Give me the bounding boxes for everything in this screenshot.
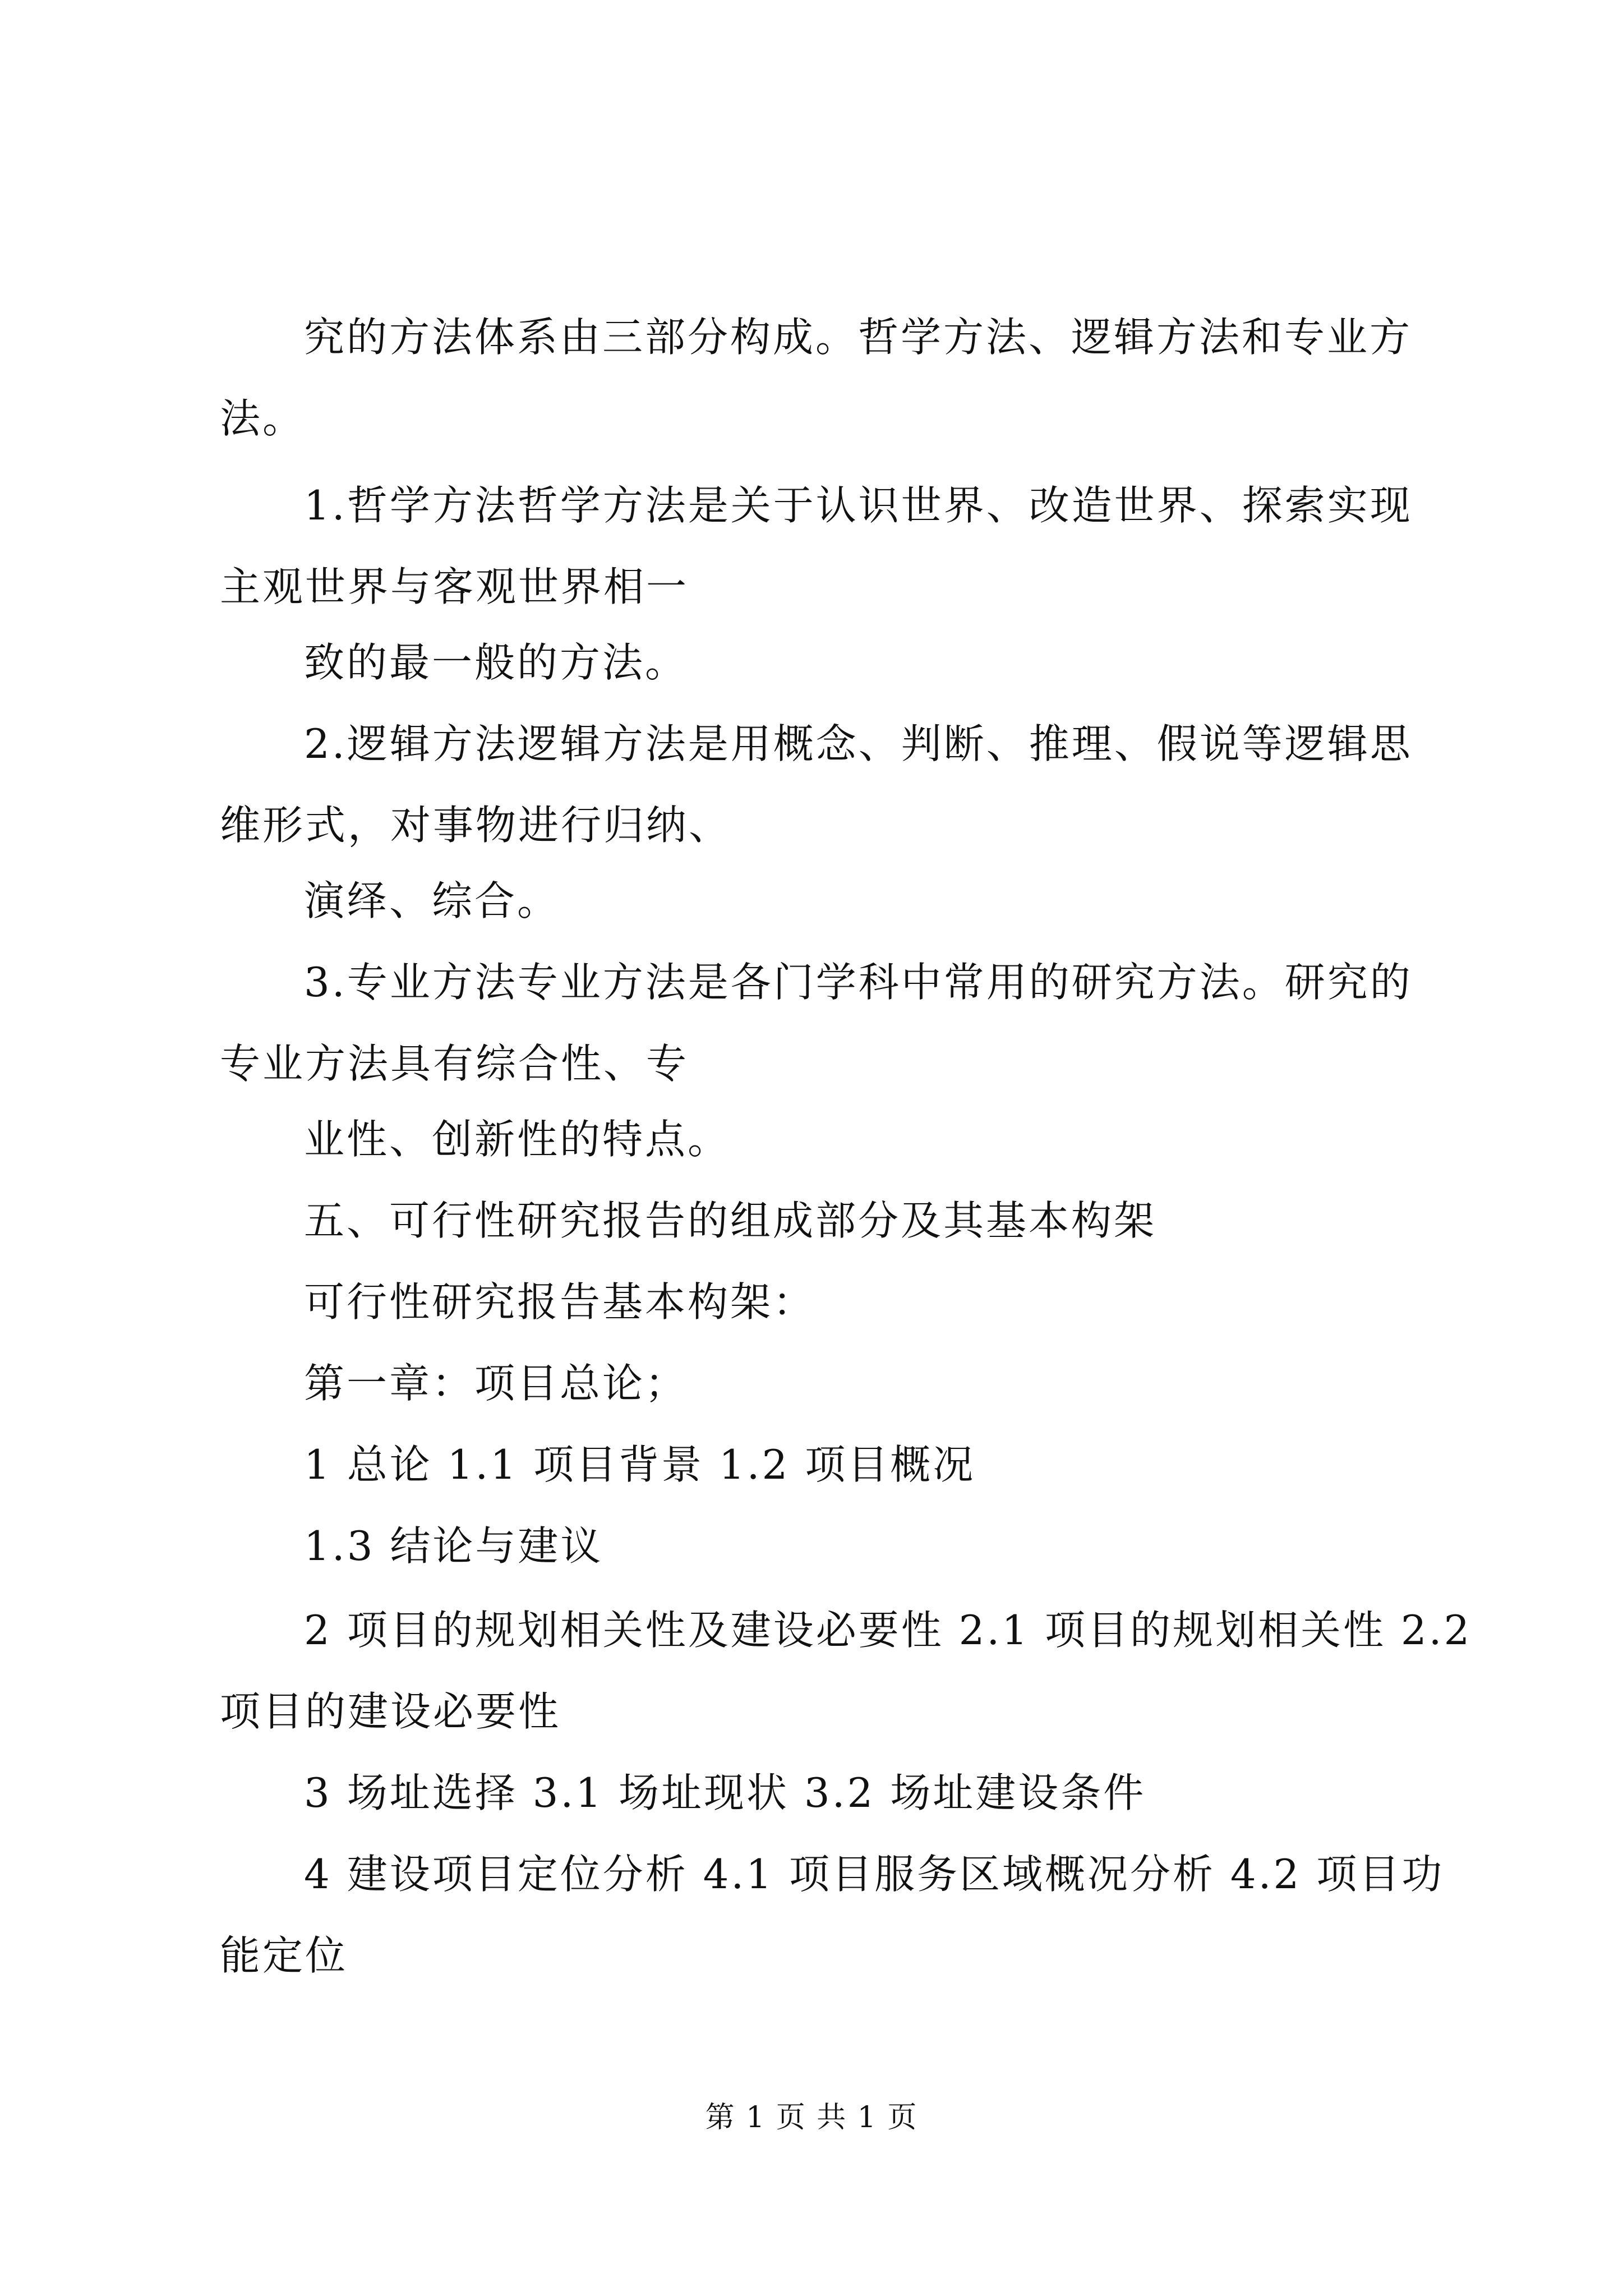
text-line: 可行性研究报告基本构架： — [304, 1278, 816, 1326]
text-line: 业性、创新性的特点。 — [304, 1116, 731, 1163]
text-line: 3.专业方法专业方法是各门学科中常用的研究方法。研究的 — [304, 959, 1413, 1006]
text-line: 3 场址选择 3.1 场址现状 3.2 场址建设条件 — [304, 1769, 1146, 1816]
text-line: 主观世界与客观世界相一 — [220, 563, 689, 610]
text-line: 2 项目的规划相关性及建设必要性 2.1 项目的规划相关性 2.2 — [304, 1607, 1472, 1654]
text-line: 1.3 结论与建议 — [304, 1522, 603, 1570]
text-line: 法。 — [220, 395, 306, 442]
text-line: 项目的建设必要性 — [220, 1688, 561, 1735]
chapter-heading: 第一章：项目总论； — [304, 1360, 688, 1407]
text-line: 4 建设项目定位分析 4.1 项目服务区域概况分析 4.2 项目功 — [304, 1851, 1445, 1898]
text-line: 致的最一般的方法。 — [304, 639, 688, 686]
text-line: 究的方法体系由三部分构成。哲学方法、逻辑方法和专业方 — [304, 314, 1413, 361]
text-line: 能定位 — [220, 1932, 348, 1979]
text-line: 专业方法具有综合性、专 — [220, 1040, 689, 1087]
text-line: 演绎、综合。 — [304, 877, 560, 924]
text-line: 1 总论 1.1 项目背景 1.2 项目概况 — [304, 1441, 976, 1488]
section-heading: 五、可行性研究报告的组成部分及其基本构架 — [304, 1197, 1157, 1244]
text-line: 维形式，对事物进行归纳、 — [220, 802, 732, 849]
page-footer: 第 1 页 共 1 页 — [705, 2101, 918, 2134]
text-line: 2.逻辑方法逻辑方法是用概念、判断、推理、假说等逻辑思 — [304, 720, 1413, 767]
text-line: 1.哲学方法哲学方法是关于认识世界、改造世界、探索实现 — [304, 482, 1413, 529]
